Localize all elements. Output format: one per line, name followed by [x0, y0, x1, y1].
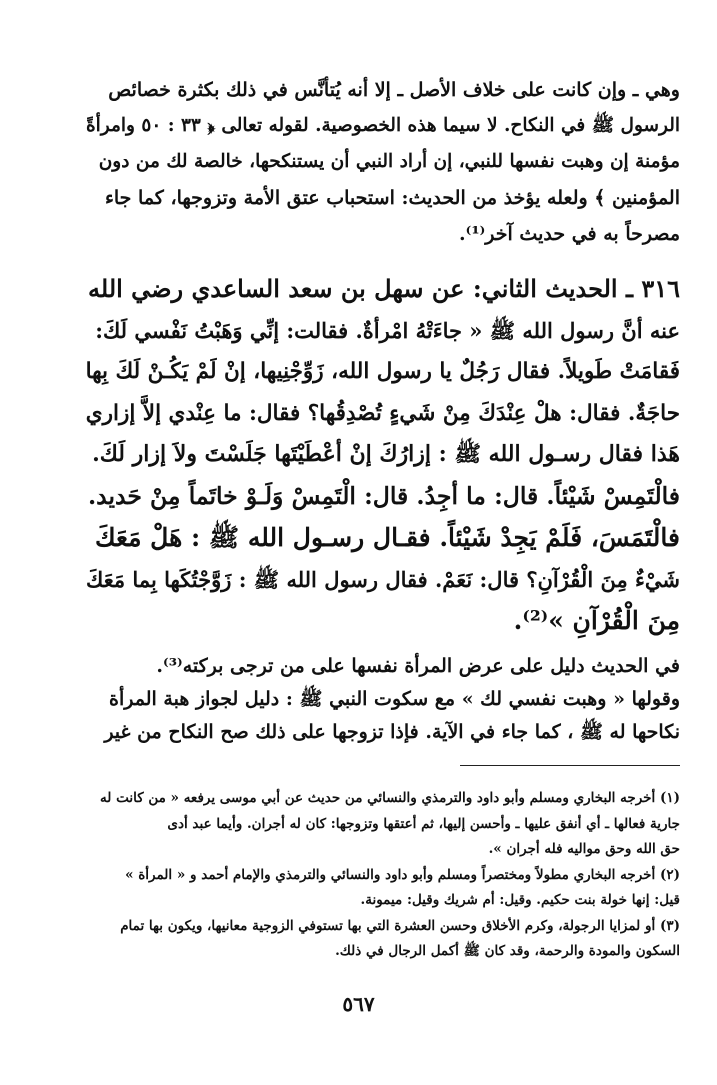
- hadith-line: هَذا فقال رسـول الله ﷺ : إزارُكَ إنْ أعْطَيْتَها جَلَسْتَ ولاَ إزار لَكَ.: [92, 441, 680, 467]
- footnote-divider: [460, 765, 680, 766]
- footnote-2: [84, 863, 680, 914]
- footnote-line: حق الله وحق مواليه فله أجران ».: [488, 841, 680, 857]
- hadith-line: فالْتَمِسْ شَيْئاً. قال: ما أجِدُ. قال: الْتَمِسْ وَلَـوْ خاتَماً مِنْ حَديد.: [87, 481, 680, 510]
- footnote-line: (٢) أخرجه البخاري مطولاً ومختصراً ومسلم وأبو داود والنسائي والترمذي والإمام أحمد و « المرأة »: [125, 866, 680, 883]
- hadith-line: ٣١٦ ـ الحديث الثاني: عن سهل بن سعد الساعدي رضي الله: [88, 274, 680, 303]
- commentary-paragraph: [84, 72, 680, 252]
- footnote-line: قيل: إنها خولة بنت حكيم. وقيل: أم شريك وقيل: ميمونة.: [360, 892, 680, 908]
- text-line: وقولها « وهبت نفسي لك » مع سكوت النبي ﷺ : دليل لجواز هبة المرأة: [109, 688, 680, 710]
- footnote-line: جارية فعالها ـ أي أنفق عليها ـ وأحسن إليها، ثم أعتقها وتزوجها: كان له أجران. وأيما عبد أدى: [167, 815, 680, 832]
- footnotes: [84, 786, 680, 965]
- footnote-1: [84, 786, 680, 863]
- hadith-line: عنه أنَّ رسول الله ﷺ « جاءَتْهُ امْرأةٌ. فقالت: إنِّي وَهَبْتُ نَفْسي لَكَ:: [95, 317, 680, 343]
- footnote-line: (٣) أو لمزايا الرجولة، وكرم الأخلاق وحسن العشرة التي بها تستوفي الزوجية معانيها، ويكون بها تمام: [120, 917, 680, 934]
- footnote-line: (١) أخرجه البخاري ومسلم وأبو داود والترمذي والنسائي من حديث عن أبي موسى يرفعه « من كانت له: [100, 790, 680, 806]
- page-number: ٥٦٧: [342, 992, 375, 1016]
- text-line: الرسول ﷺ في النكاح. لا سيما هذه الخصوصية. لقوله تعالى ﴿ ٣٣ : ٥٠ وامرأةً: [85, 115, 680, 136]
- hadith-line: حاجَةٌ. فقال: هلْ عِنْدَكَ مِنْ شَيءٍ تُصْدِقُها؟ فقال: ما عِنْدي إلاَّ إزاري: [85, 400, 680, 426]
- hadith-line: شَيْءٌ مِنَ الْقُرْآنِ؟ قال: نَعَمْ. فقال رسول الله ﷺ : زَوَّجْتُكَها بِما مَعَكَ: [86, 566, 680, 592]
- text-line: نكاحها له ﷺ ، كما جاء في الآية. فإذا تزوجها على ذلك صح النكاح من غير: [104, 721, 680, 743]
- hadith-paragraph: [84, 268, 680, 642]
- analysis-paragraph: [84, 650, 680, 749]
- hadith-line: مِنَ الْقُرْآنِ »⁽²⁾.: [513, 606, 680, 635]
- hadith-line: فَقامَتْ طَويلاً. فقال رَجُلٌ يا رسول الله، زَوِّجْنِيها، إنْ لَمْ يَكُـنْ لَكَ بِها: [85, 359, 680, 384]
- footnote-3: [84, 914, 680, 965]
- text-line: مصرحاً به في حديث آخر⁽¹⁾.: [459, 223, 680, 245]
- text-line: المؤمنين ﴾ ولعله يؤخذ من الحديث: استحباب عتق الأمة وتزوجها، كما جاء: [104, 187, 680, 209]
- text-line: في الحديث دليل على عرض المرأة نفسها على من ترجى بركته⁽³⁾.: [156, 655, 680, 677]
- text-line: مؤمنة إن وهبت نفسها للنبي، إن أراد النبي أن يستنكحها، خالصة لك من دون: [98, 151, 680, 172]
- footnote-line: السكون والمودة والرحمة، وقد كان ﷺ أكمل الرجال في ذلك.: [335, 943, 680, 959]
- hadith-line: فالْتَمَسَ، فَلَمْ يَجِدْ شَيْئاً. فقـال رسـول الله ﷺ : هَلْ مَعَكَ: [94, 523, 680, 552]
- text-line: وهي ـ وإن كانت على خلاف الأصل ـ إلا أنه يُتأنَّس في ذلك بكثرة خصائص: [108, 79, 680, 101]
